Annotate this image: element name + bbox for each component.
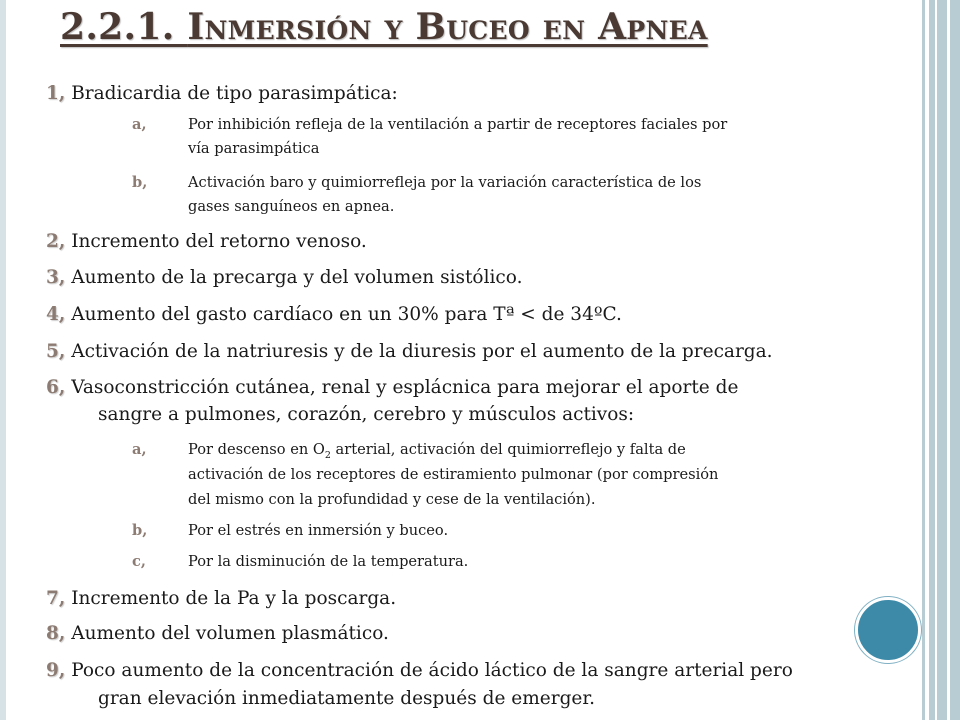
list-item-6b-text: Por el estrés en inmersión y buceo. — [188, 522, 449, 539]
decorative-stripes — [922, 0, 960, 720]
list-item-8: 8, Aumento del volumen plasmático. — [46, 623, 389, 644]
list-item-1b-number: b, — [132, 174, 148, 191]
left-border — [0, 0, 6, 720]
list-item-9-line2: gran elevación inmediatamente después de emerger. — [98, 688, 596, 709]
title-main: Inmersión y Buceo en Apnea — [187, 6, 708, 48]
list-item-1a-line1: Por inhibición refleja de la ventilación a partir de receptores faciales por — [188, 116, 728, 133]
title-prefix: 2.2.1. — [60, 6, 188, 48]
list-item-1b-line2: gases sanguíneos en apnea. — [188, 198, 395, 215]
slide-title — [60, 6, 708, 48]
list-item-6a-line1: Por descenso en $O_2$ arterial, activación del quimiorreflejo y falta de — [188, 441, 686, 461]
list-item-6a-number: a, — [132, 441, 147, 458]
list-item-1a-number: a, — [132, 116, 147, 133]
list-item-3: 3, Aumento de la precarga y del volumen sistólico. — [46, 267, 523, 288]
list-item-4: 4, Aumento del gasto cardíaco en un 30% para Tª < de 34ºC. — [46, 304, 622, 325]
list-item-6a-line2: activación de los receptores de estiramiento pulmonar (por compresión — [188, 466, 719, 483]
list-item-6-line2: sangre a pulmones, corazón, cerebro y músculos activos: — [98, 404, 635, 425]
list-item-1a-line2: vía parasimpática — [188, 140, 320, 157]
decorative-circle — [855, 597, 921, 663]
list-item-6a-line3: del mismo con la profundidad y cese de la ventilación). — [188, 491, 596, 508]
list-item-6c-number: c, — [132, 553, 146, 570]
list-item-6b-number: b, — [132, 522, 148, 539]
list-item-7: 7, Incremento de la Pa y la poscarga. — [46, 588, 397, 609]
list-item-2: 2, Incremento del retorno venoso. — [46, 231, 367, 252]
list-item-5: 5, Activación de la natriuresis y de la diuresis por el aumento de la precarga. — [46, 341, 773, 362]
list-item-1b-line1: Activación baro y quimiorrefleja por la variación característica de los — [188, 174, 702, 191]
list-item-9: 9, Poco aumento de la concentración de ácido láctico de la sangre arterial pero — [46, 660, 793, 681]
list-item-6c-text: Por la disminución de la temperatura. — [188, 553, 469, 570]
list-item-6: 6, Vasoconstricción cutánea, renal y esplácnica para mejorar el aporte de — [46, 377, 739, 398]
list-item-1: 1, Bradicardia de tipo parasimpática: — [46, 83, 398, 104]
